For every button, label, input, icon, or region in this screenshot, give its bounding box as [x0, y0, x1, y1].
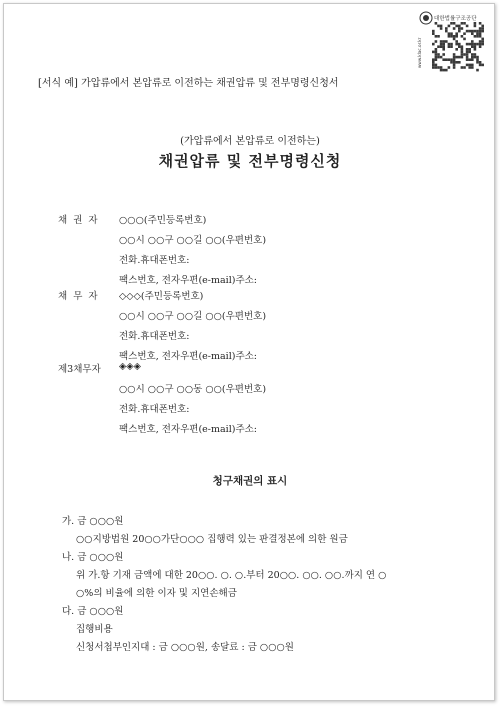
qr-module [453, 61, 456, 64]
qr-module [450, 61, 453, 64]
claim-a-line-1: ○○지방법원 20○○가단○○○ 집행력 있는 판결정본에 의한 원금 [76, 534, 348, 545]
qr-module [437, 25, 440, 28]
qr-module [440, 43, 443, 46]
qr-module [453, 22, 456, 25]
qr-module [435, 22, 438, 25]
qr-module [442, 69, 445, 72]
debtor-name: ◇◇◇(주민등록번호) [119, 291, 204, 302]
qr-module [455, 25, 458, 28]
qr-module [481, 27, 484, 30]
qr-module [474, 35, 477, 38]
qr-module [455, 40, 458, 43]
claim-a-head: 가. 금 ○○○원 [62, 516, 124, 527]
qr-module [455, 43, 458, 46]
claims-section-title: 청구채권의 표시 [212, 475, 288, 487]
qr-module [468, 66, 471, 69]
qr-module [442, 40, 445, 43]
qr-module [466, 51, 469, 54]
qr-module [448, 32, 451, 35]
qr-module [481, 30, 484, 33]
qr-module [461, 66, 464, 69]
qr-module [437, 45, 440, 48]
qr-module [432, 61, 435, 64]
qr-module [432, 32, 435, 35]
qr-module [450, 58, 453, 61]
qr-module [471, 40, 474, 43]
qr-module [461, 48, 464, 51]
qr-module [440, 40, 443, 43]
qr-module [455, 32, 458, 35]
qr-module [479, 32, 482, 35]
qr-module [453, 53, 456, 56]
qr-module [479, 40, 482, 43]
qr-module [461, 56, 464, 59]
qr-module [461, 45, 464, 48]
qr-module [461, 51, 464, 54]
qr-module [471, 30, 474, 33]
qr-module [450, 32, 453, 35]
qr-module [461, 27, 464, 30]
qr-module [479, 43, 482, 46]
qr-module [466, 64, 469, 67]
claim-c-line-2: 신청서첩부인지대 : 금 ○○○원, 송달료 : 금 ○○○원 [76, 642, 294, 653]
qr-module [450, 35, 453, 38]
claim-b-head: 나. 금 ○○○원 [62, 552, 124, 563]
qr-module [453, 38, 456, 41]
qr-module [435, 35, 438, 38]
qr-module [435, 48, 438, 51]
qr-module [448, 45, 451, 48]
qr-module [463, 32, 466, 35]
qr-module [471, 45, 474, 48]
qr-module [471, 58, 474, 61]
qr-module [455, 35, 458, 38]
qr-module [445, 69, 448, 72]
claim-b-line-2: ○%의 비율에 의한 이자 및 지연손해금 [76, 588, 237, 599]
qr-module [448, 66, 451, 69]
qr-module [474, 22, 477, 25]
qr-code-icon [432, 22, 484, 71]
qr-module [448, 43, 451, 46]
claim-c-line-1: 집행비용 [76, 624, 113, 635]
qr-module [458, 56, 461, 59]
qr-module [476, 35, 479, 38]
qr-module [450, 43, 453, 46]
qr-module [458, 61, 461, 64]
creditor-address: ○○시 ○○구 ○○길 ○○(우편번호) [119, 235, 267, 246]
third-debtor-label: 제3채무자 [58, 364, 101, 375]
form-title: [서식 예] 가압류에서 본압류로 이전하는 채권압류 및 전부명령신청서 [38, 78, 339, 89]
qr-module [440, 25, 443, 28]
qr-module [468, 51, 471, 54]
qr-module [468, 58, 471, 61]
qr-module [466, 56, 469, 59]
third-debtor-fax-email: 팩스번호, 전자우편(e-mail)주소: [119, 424, 258, 435]
qr-module [448, 58, 451, 61]
qr-module [448, 35, 451, 38]
claim-b-line-1: 위 가.항 기재 금액에 대한 20○○. ○. ○.부터 20○○. ○○. ○○.까지 연 ○ [76, 570, 387, 581]
qr-module [440, 27, 443, 30]
claim-c-head: 다. 금 ○○○원 [62, 606, 124, 617]
qr-module [442, 43, 445, 46]
qr-module [453, 35, 456, 38]
qr-module [479, 35, 482, 38]
klac-qr-stamp [418, 8, 486, 70]
qr-module [466, 48, 469, 51]
stamp-url: www.klac.or.kr [417, 37, 422, 68]
qr-module [466, 53, 469, 56]
qr-module [435, 53, 438, 56]
qr-module [461, 22, 464, 25]
qr-module [458, 30, 461, 33]
qr-module [435, 51, 438, 54]
qr-module [471, 53, 474, 56]
qr-module [479, 30, 482, 33]
qr-module [474, 30, 477, 33]
qr-module [466, 43, 469, 46]
qr-module [463, 22, 466, 25]
qr-module [453, 58, 456, 61]
creditor-phone: 전화.휴대폰번호: [119, 255, 190, 266]
qr-module [474, 56, 477, 59]
qr-module [455, 48, 458, 51]
qr-module [448, 25, 451, 28]
qr-module [432, 43, 435, 46]
qr-module [474, 53, 477, 56]
third-debtor-address: ○○시 ○○구 ○○동 ○○(우편번호) [119, 384, 267, 395]
qr-module [437, 66, 440, 69]
stamp-brand: 대한법률구조공단 [434, 16, 477, 22]
qr-module [466, 58, 469, 61]
qr-module [453, 66, 456, 69]
qr-module [440, 66, 443, 69]
qr-module [440, 56, 443, 59]
qr-module [471, 66, 474, 69]
qr-module [432, 66, 435, 69]
qr-module [445, 58, 448, 61]
qr-module [445, 27, 448, 30]
qr-module [432, 64, 435, 67]
qr-module [458, 25, 461, 28]
qr-module [463, 38, 466, 41]
qr-module [458, 45, 461, 48]
qr-module [471, 56, 474, 59]
qr-module [474, 25, 477, 28]
qr-module [476, 69, 479, 72]
qr-module [458, 27, 461, 30]
qr-module [437, 56, 440, 59]
qr-module [481, 25, 484, 28]
qr-module [437, 35, 440, 38]
document-subtitle: (가압류에서 본압류로 이전하는) [180, 136, 320, 147]
qr-module [458, 43, 461, 46]
qr-module [432, 30, 435, 33]
debtor-phone: 전화.휴대폰번호: [119, 331, 190, 342]
qr-module [440, 69, 443, 72]
debtor-address: ○○시 ○○구 ○○길 ○○(우편번호) [119, 311, 267, 322]
qr-module [432, 58, 435, 61]
qr-module [453, 27, 456, 30]
debtor-fax-email: 팩스번호, 전자우편(e-mail)주소: [119, 351, 258, 362]
qr-module [476, 32, 479, 35]
klac-logo-dot [423, 15, 429, 21]
qr-module [476, 30, 479, 33]
qr-module [476, 43, 479, 46]
qr-module [432, 51, 435, 54]
qr-module [479, 61, 482, 64]
qr-module [468, 43, 471, 46]
debtor-label: 채 무 자 [58, 291, 98, 302]
creditor-label: 채 권 자 [58, 215, 98, 226]
qr-module [445, 40, 448, 43]
qr-module [435, 40, 438, 43]
qr-module [479, 22, 482, 25]
qr-module [476, 58, 479, 61]
document-title: 채권압류 및 전부명령신청 [158, 152, 342, 170]
qr-module [474, 48, 477, 51]
qr-module [450, 22, 453, 25]
qr-module [466, 30, 469, 33]
qr-module [476, 61, 479, 64]
qr-module [479, 45, 482, 48]
qr-module [435, 56, 438, 59]
qr-module [463, 53, 466, 56]
qr-module [476, 56, 479, 59]
qr-module [453, 56, 456, 59]
qr-module [435, 64, 438, 67]
qr-module [468, 30, 471, 33]
qr-module [450, 45, 453, 48]
qr-module [442, 45, 445, 48]
qr-module [435, 66, 438, 69]
third-debtor-phone: 전화.휴대폰번호: [119, 404, 190, 415]
qr-module [440, 45, 443, 48]
qr-module [471, 64, 474, 67]
creditor-fax-email: 팩스번호, 전자우편(e-mail)주소: [119, 275, 258, 286]
qr-module [461, 35, 464, 38]
qr-module [466, 25, 469, 28]
qr-module [442, 53, 445, 56]
qr-module [479, 27, 482, 30]
qr-module [455, 56, 458, 59]
qr-module [461, 53, 464, 56]
qr-module [445, 30, 448, 33]
qr-module [442, 48, 445, 51]
qr-module [471, 32, 474, 35]
qr-module [474, 43, 477, 46]
qr-module [481, 64, 484, 67]
qr-module [481, 43, 484, 46]
qr-module [442, 58, 445, 61]
qr-module [479, 64, 482, 67]
qr-module [435, 58, 438, 61]
qr-module [481, 38, 484, 41]
qr-module [474, 45, 477, 48]
qr-module [468, 48, 471, 51]
qr-module [471, 43, 474, 46]
qr-module [468, 64, 471, 67]
qr-module [453, 64, 456, 67]
qr-module [437, 53, 440, 56]
qr-module [481, 40, 484, 43]
third-debtor-name: ◈◈◈ [119, 361, 141, 372]
qr-module [455, 61, 458, 64]
qr-module [463, 66, 466, 69]
creditor-name: ○○○(주민등록번호) [119, 215, 207, 226]
